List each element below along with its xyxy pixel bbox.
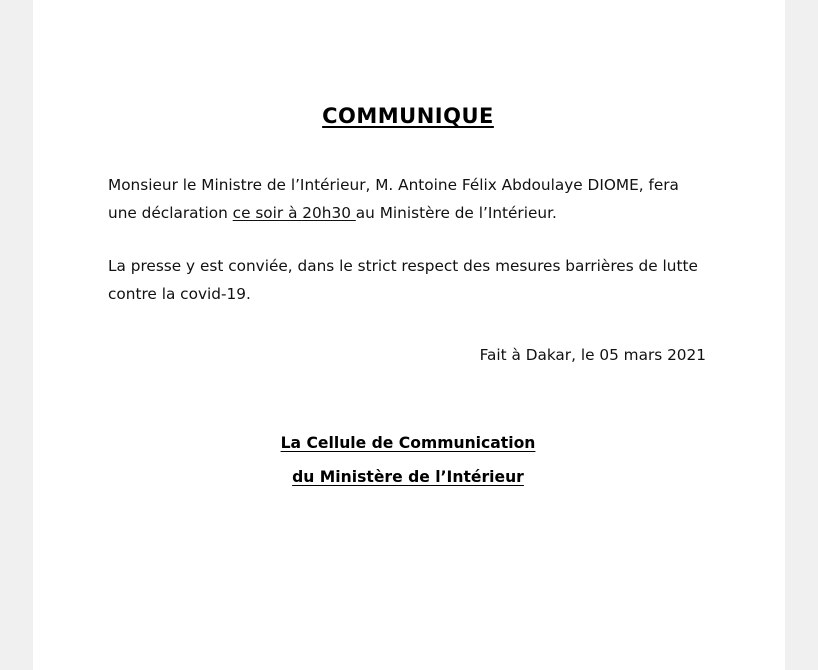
- paragraph-2-segment-1: La presse y est conviée, dans le strict respect des mesures barrières de lutte contre la covid-19.: [108, 256, 698, 303]
- date-line: Fait à Dakar, le 05 mars 2021: [479, 346, 706, 365]
- paragraph-1: [108, 171, 708, 228]
- signature-line-1: La Cellule de Communication: [280, 434, 536, 453]
- document-body: [108, 0, 708, 495]
- paragraph-1-segment-1: Monsieur le Ministre de l’Intérieur, M. Antoine Félix Abdoulaye DIOME, fera une déclaration: [108, 176, 679, 223]
- paragraph-2: [108, 252, 708, 309]
- paragraph-1-segment-2-underlined: ce soir à 20h30: [232, 204, 356, 223]
- paragraph-1-segment-3: au Ministère de l’Intérieur.: [355, 204, 557, 223]
- document-page: [33, 0, 785, 670]
- signature-line-2: du Ministère de l’Intérieur: [292, 468, 524, 487]
- document-title: COMMUNIQUE: [322, 104, 494, 128]
- signature-block: [108, 426, 708, 495]
